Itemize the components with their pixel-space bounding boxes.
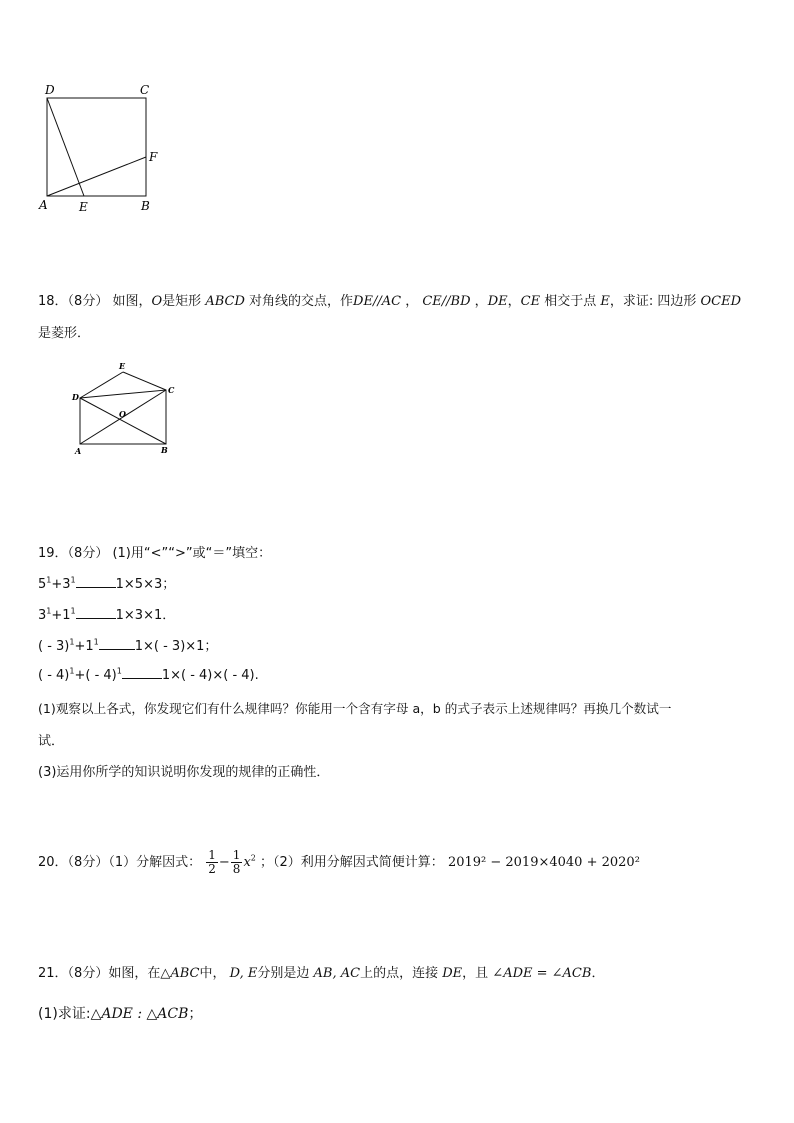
segment-af (47, 157, 146, 196)
q18-oced: OCED (700, 294, 742, 309)
label-e: E (79, 200, 88, 214)
q21-de: DE (442, 966, 463, 981)
q18-abcd: ABCD (205, 294, 245, 309)
q18-line2: 是菱形． (38, 326, 91, 341)
q19-row2-right: 1×3×1． (115, 608, 176, 623)
q20-number: 20． (38, 855, 68, 870)
label-e: E (119, 361, 126, 371)
q21-text-a: 如图，在 (108, 966, 161, 981)
q21-line1 (38, 962, 604, 981)
q18-line1 (38, 290, 741, 309)
q21-angles: ∠ADE = ∠ACB (492, 966, 592, 981)
q20-score: （8分） (67, 855, 109, 870)
q19-row4: ( - 4)$^1$+( - 4)$^1$ 1×( - 4)×( - 4). (38, 666, 259, 683)
segment-de (47, 98, 84, 196)
q19-row4-right: 1×( - 4)×( - 4). (161, 668, 259, 683)
answer-blank-3[interactable] (99, 637, 135, 650)
q21-triangle: △ABC (160, 966, 200, 981)
q19-row3-right: 1×( - 3)×1； (134, 639, 218, 654)
q18-sep1: ， (405, 294, 419, 309)
label-d: D (45, 83, 55, 97)
q18-comma: ， (507, 294, 521, 309)
q18-text-b: 是矩形 (162, 294, 202, 309)
segment-ce (123, 372, 166, 390)
answer-blank-1[interactable] (76, 575, 116, 588)
q18-de-parallel-ac: DE//AC (353, 294, 402, 309)
q21-end: ． (591, 966, 605, 981)
q19-number: 19． (38, 546, 68, 561)
q18-point-e: E (600, 294, 610, 309)
fraction-one-half: $\frac{1}{2}$ (208, 848, 216, 876)
square-abcd (47, 98, 146, 196)
q18-ce: CE (520, 294, 541, 309)
q18-number: 18． (38, 294, 68, 309)
q20-line: 20．（8分）（1）分解因式： $\frac{1}{2}$ − $\frac{1}{8}$ $x^2$ ；（2）利用分解因式简便计算： 2019² − 2019×4040 + 2020² (38, 848, 640, 876)
label-a: A (39, 198, 48, 212)
q19-part2-line1: (1)观察以上各式，你发现它们有什么规律吗？你能用一个含有字母 a，b 的式子表示上述规律吗？再换几个数试一 (38, 701, 672, 716)
rhombus-figure (68, 358, 188, 458)
q21-part1-a: (1)求证: (38, 1006, 91, 1022)
q21-part1-c: ； (188, 1006, 203, 1022)
q19-row1: $5^1+3^1$ 1×5×3； (38, 575, 176, 592)
label-o: O (119, 409, 126, 419)
label-d: D (72, 392, 79, 402)
q21-number: 21． (38, 966, 68, 981)
q18-text-c: 对角线的交点，作 (249, 294, 354, 309)
q21-part1 (38, 1003, 202, 1023)
q19-row1-left: 5 (38, 577, 47, 592)
q18-de: DE (487, 294, 508, 309)
q19-part2-line2: 试． (38, 734, 65, 749)
answer-blank-2[interactable] (76, 606, 116, 619)
q18-text-a: 如图， (112, 294, 152, 309)
q21-similarity: △ADE : △ACB (90, 1006, 189, 1022)
fraction-one-eighth: $\frac{1}{8}$ (232, 848, 241, 876)
q21-text-c: 分别是边 (257, 966, 310, 981)
label-c: C (140, 83, 150, 97)
q21-text-b: 中， (199, 966, 226, 981)
label-a: A (75, 446, 82, 456)
answer-blank-4[interactable] (122, 666, 162, 679)
q21-text-d: 上的点，连接 (360, 966, 439, 981)
q18-score: （8分） (67, 294, 109, 309)
q19-intro (38, 542, 271, 561)
q20-part1: （1）分解因式： (108, 855, 202, 870)
q18-ce-parallel-bd: CE//BD (422, 294, 471, 309)
q21-sides: AB, AC (313, 966, 361, 981)
q21-score: （8分） (67, 966, 109, 981)
q18-sep2: ， (474, 294, 488, 309)
q18-text-e: ，求证: 四边形 (609, 294, 697, 309)
q19-score: （8分） (67, 546, 109, 561)
square-figure (36, 82, 166, 217)
q19-part3: (3)运用你所学的知识说明你发现的规律的正确性． (38, 765, 330, 780)
q19-row1-right: 1×5×3； (115, 577, 176, 592)
q20-expression: 2019² − 2019×4040 + 2020² (447, 855, 640, 870)
label-b: B (161, 445, 168, 455)
q18-text-d: 相交于点 (544, 294, 597, 309)
q19-row2: $3^1+1^1$ 1×3×1． (38, 606, 176, 623)
q18-point-o: O (151, 294, 163, 309)
q21-points-de: D, E (229, 966, 258, 981)
q21-text-e: ，且 (462, 966, 489, 981)
label-b: B (141, 199, 150, 213)
label-f: F (149, 150, 158, 164)
diagonal-bd (80, 398, 166, 444)
q20-part2: ；（2）利用分解因式简便计算： (260, 855, 444, 870)
q19-row3: ( - $3)^1+1^1$ 1×( - 3)×1； (38, 637, 218, 654)
q19-intro-text: (1)用“<”“>”或“＝”填空： (112, 546, 272, 561)
label-c: C (168, 385, 175, 395)
